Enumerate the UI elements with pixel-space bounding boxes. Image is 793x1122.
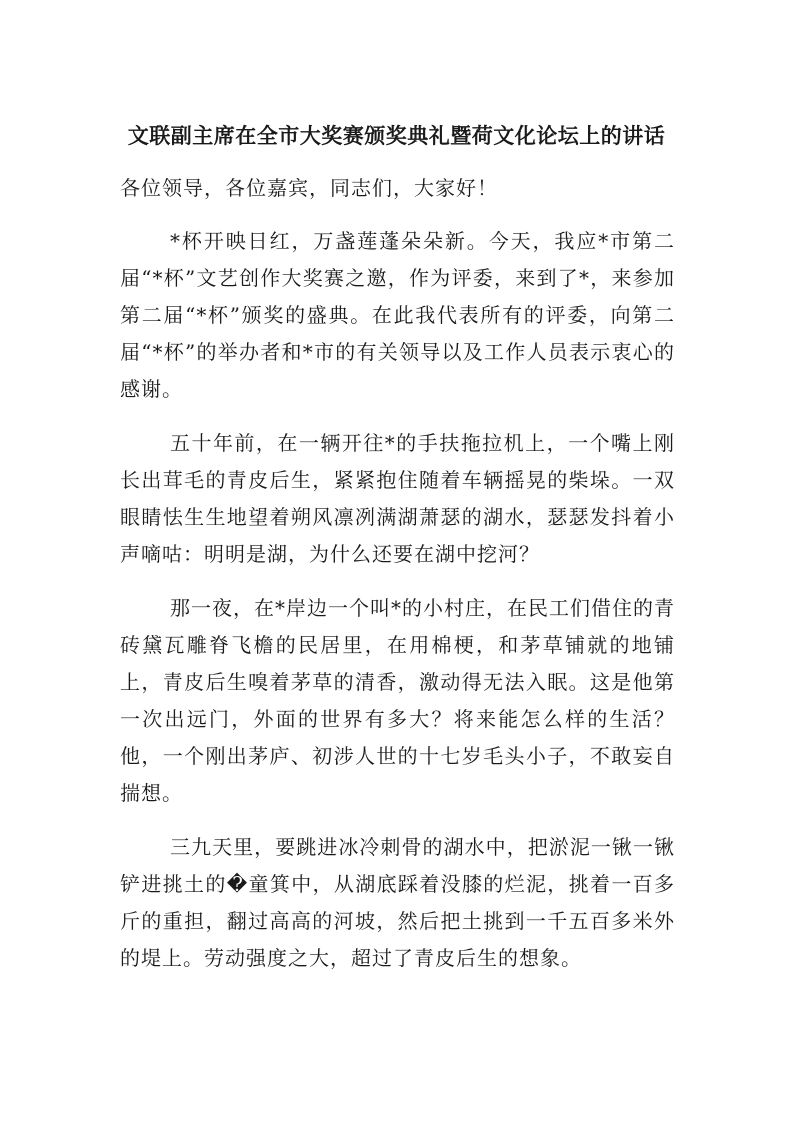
body-paragraph-3: 那一夜，在*岸边一个叫*的小村庄，在民工们借住的青砖黛瓦雕脊飞檐的民居里，在用棉梗，和茅草铺就的地铺上，青皮后生嗅着茅草的清香，激动得无法入眠。这是他第一次出远门，外面的世界有多大？将来能怎么样的生活？他，一个刚出茅庐、初涉人世的十七岁毛头小子，不敢妄自揣想。 [120, 596, 675, 805]
document-body [120, 170, 675, 994]
body-paragraph-2: 五十年前，在一辆开往*的手扶拖拉机上，一个嘴上刚长出茸毛的青皮后生，紧紧抱住随着车辆摇晃的柴垛。一双眼睛怯生生地望着朔风凛冽满湖萧瑟的湖水，瑟瑟发抖着小声嘀咕：明明是湖，为什么还要在湖中挖河？ [120, 431, 675, 566]
document-title: 文联副主席在全市大奖赛颁奖典礼暨荷文化论坛上的讲话 [127, 124, 666, 148]
body-paragraph-4: 三九天里，要跳进冰冷刺骨的湖水中，把淤泥一锹一锹铲进挑土的�童箕中，从湖底踩着没膝的烂泥，挑着一百多斤的重担，翻过高高的河坡，然后把土挑到一千五百多米外的堤上。劳动强度之大，超过了青皮后生的想象。 [120, 835, 675, 970]
body-paragraph-1: *杯开映日红，万盏莲蓬朵朵新。今天，我应*市第二届“*杯”文艺创作大奖赛之邀，作为评委，来到了*，来参加第二届“*杯”颁奖的盛典。在此我代表所有的评委，向第二届“*杯”的举办者和*市的有关领导以及工作人员表示衷心的感谢。 [120, 229, 675, 401]
greeting-paragraph: 各位领导，各位嘉宾，同志们，大家好！ [120, 176, 498, 200]
